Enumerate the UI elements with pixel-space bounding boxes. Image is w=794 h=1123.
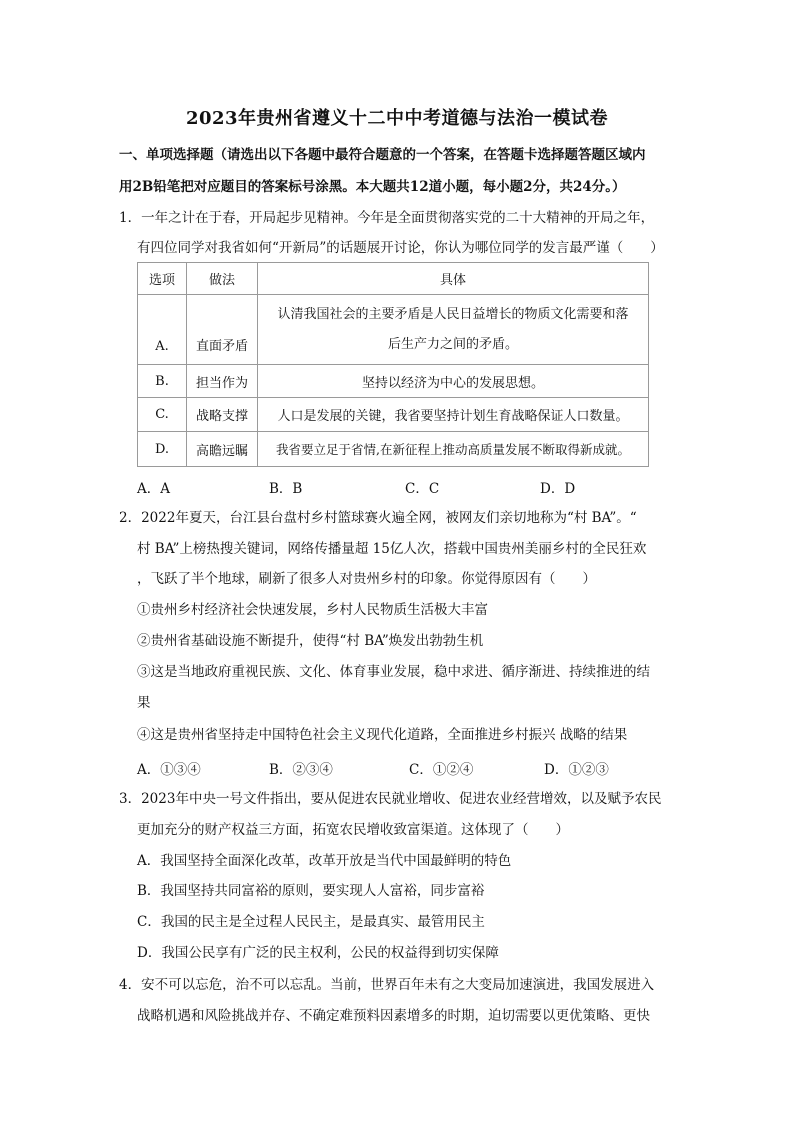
- q1-option-a: A．A: [137, 481, 170, 497]
- q3-option-b: B．我国坚持共同富裕的原则，要实现人人富裕，同步富裕: [137, 883, 485, 899]
- q1-row-a-detail-line2: 后生产力之间的矛盾。: [387, 336, 518, 352]
- q1-option-b: B．B: [269, 481, 303, 497]
- q3-stem-line1: 3．2023年中央一号文件指出，要从促进农民就业增收、促进农业经营增效，以及赋予农民: [119, 791, 662, 807]
- q3-option-d: D．我国公民享有广泛的民主权利，公民的权益得到切实保障: [137, 945, 499, 961]
- q1-stem-line2: 有四位同学对我省如何“开新局”的话题展开讨论，你认为哪位同学的发言最严谨（ ）: [137, 240, 664, 256]
- q1-options: [137, 477, 575, 497]
- q1-row-a-detail-line1: 认清我国社会的主要矛盾是人民日益增长的物质文化需要和落: [277, 306, 629, 322]
- q2-item-2: ②贵州省基础设施不断提升，使得“村 BA”焕发出勃勃生机: [137, 633, 484, 649]
- q1-table-row-c: [138, 398, 649, 432]
- q2-option-a: A．①③④: [137, 762, 201, 778]
- q2-stem-line3: ，飞跃了半个地球，刷新了很多人对贵州乡村的印象。你觉得原因有（ ）: [137, 571, 596, 587]
- q3-stem-line2: 更加充分的财产权益三方面，拓宽农民增收致富渠道。这体现了（ ）: [137, 822, 569, 838]
- q4-stem-line2: 战略机遇和风险挑战并存、不确定难预料因素增多的时期，迫切需要以更优策略、更快: [137, 1008, 650, 1024]
- q1-option-c: C．C: [405, 481, 440, 497]
- q1-row-c-option: C.: [138, 398, 187, 432]
- q1-row-b-method: 担当作为: [187, 365, 258, 398]
- q1-table: [137, 262, 649, 467]
- q1-row-c-method: 战略支撑: [187, 398, 258, 432]
- q1-header-option: 选项: [138, 263, 187, 295]
- q2-option-b: B．②③④: [269, 762, 333, 778]
- q1-row-a-detail: [258, 295, 649, 365]
- q3-option-c: C．我国的民主是全过程人民民主，是最真实、最管用民主: [137, 914, 485, 930]
- q1-row-b-detail: 坚持以经济为中心的发展思想。: [258, 365, 649, 398]
- q2-stem-line1: 2．2022年夏天，台江县台盘村乡村篮球赛火遍全网，被网友们亲切地称为“村 BA”。“: [119, 510, 637, 526]
- q3-option-a: A．我国坚持全面深化改革，改革开放是当代中国最鲜明的特色: [137, 853, 512, 869]
- q1-table-row-d: [138, 432, 649, 467]
- q1-stem-line1: 1．一年之计在于春，开局起步见精神。今年是全面贯彻落实党的二十大精神的开局之年，: [119, 210, 655, 226]
- section-heading-line1: 一、单项选择题（请选出以下各题中最符合题意的一个答案，在答题卡选择题答题区域内: [119, 147, 646, 163]
- section-heading-line2: 用2B铅笔把对应题目的答案标号涂黑。本大题共12道小题，每小题2分，共24分。）: [119, 179, 626, 195]
- exam-title: 2023年贵州省遵义十二中中考道德与法治一模试卷: [185, 108, 609, 129]
- q1-option-d: D．D: [540, 481, 576, 497]
- q2-item-3-line1: ③这是当地政府重视民族、文化、体育事业发展，稳中求进、循序渐进、持续推进的结: [137, 664, 650, 680]
- q1-row-d-method: 高瞻远瞩: [187, 432, 258, 467]
- q1-table-row-b: [138, 365, 649, 398]
- q4-stem-line1: 4．安不可以忘危，治不可以忘乱。当前，世界百年未有之大变局加速演进，我国发展进入: [119, 977, 655, 993]
- q1-row-c-detail: 人口是发展的关键，我省要坚持计划生育战略保证人口数量。: [258, 398, 649, 432]
- q1-row-d-option: D.: [138, 432, 187, 467]
- q1-row-b-option: B.: [138, 365, 187, 398]
- q2-options: [137, 758, 609, 778]
- q2-item-3-line2: 果: [137, 695, 151, 711]
- q2-stem-line2: 村 BA”上榜热搜关键词，网络传播量超 15亿人次，搭载中国贵州美丽乡村的全民狂欢: [137, 541, 647, 557]
- q1-header-method: 做法: [187, 263, 258, 295]
- q2-option-c: C．①②④: [409, 762, 474, 778]
- q1-header-detail: 具体: [258, 263, 649, 295]
- q1-table-header-row: [138, 263, 649, 295]
- q2-option-d: D．①②③: [544, 762, 609, 778]
- q1-row-d-detail: 我省要立足于省情,在新征程上推动高质量发展不断取得新成就。: [258, 432, 649, 467]
- q2-item-1: ①贵州乡村经济社会快速发展，乡村人民物质生活极大丰富: [137, 602, 488, 618]
- q2-item-4: ④这是贵州省坚持走中国特色社会主义现代化道路，全面推进乡村振兴 战略的结果: [137, 727, 628, 743]
- q1-row-a-method: 直面矛盾: [187, 295, 258, 365]
- q1-table-row-a: [138, 295, 649, 365]
- q1-row-a-option: A.: [138, 295, 187, 365]
